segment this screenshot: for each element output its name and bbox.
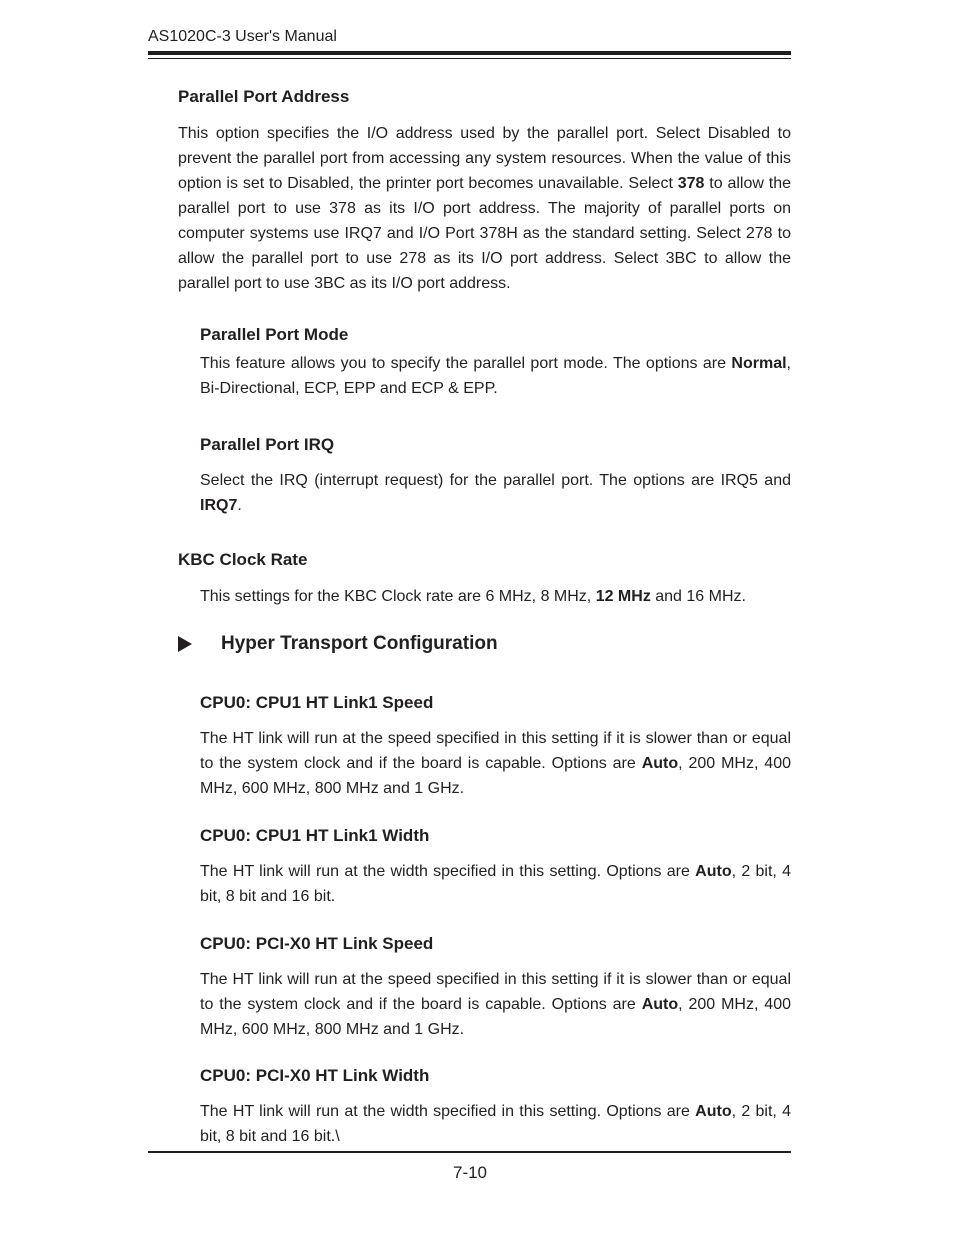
parallel-port-address-heading: Parallel Port Address [178,87,350,106]
hyper-transport-heading-label: Hyper Transport Configuration [221,633,498,654]
cpu0-pcix0-speed-heading: CPU0: PCI-X0 HT Link Speed [200,934,434,953]
cpu0-pcix0-width-section [200,1065,791,1149]
cpu0-pcix0-width-heading: CPU0: PCI-X0 HT Link Width [200,1066,430,1085]
cpu0-pcix0-speed-section [200,933,791,1042]
hyper-transport-section-heading-block [178,632,791,656]
parallel-port-mode-section [200,324,791,401]
cpu0-ht-link1-speed-section [200,692,791,801]
parallel-port-irq-text: Select the IRQ (interrupt request) for the parallel port. The options are IRQ5 and IRQ7. [200,472,791,514]
kbc-clock-rate-text-block [200,584,791,609]
kbc-clock-rate-heading: KBC Clock Rate [178,550,308,569]
cpu0-ht-link1-width-text: The HT link will run at the width specified in this setting. Options are Auto, 2 bit, 4 bit, 8 bit and 16 bit. [200,863,792,905]
triangle-right-icon [178,636,192,652]
cpu0-ht-link1-width-heading: CPU0: CPU1 HT Link1 Width [200,826,430,845]
hyper-transport-heading [178,632,791,656]
cpu0-ht-link1-speed-heading: CPU0: CPU1 HT Link1 Speed [200,693,434,712]
parallel-port-mode-heading: Parallel Port Mode [200,325,349,344]
kbc-clock-rate-heading-block [178,549,791,571]
cpu0-ht-link1-width-section [200,825,791,909]
cpu0-ht-link1-speed-text: The HT link will run at the speed specified in this setting if it is slower than or equal to the system clock and if the board is capable. Options are Auto, 200 MHz, 400 MHz, 600 MHz, 800 MHz and 1 GHz. [200,730,792,797]
parallel-port-irq-section [200,434,791,518]
parallel-port-address-section [178,86,791,296]
running-header: AS1020C-3 User's Manual [148,28,337,45]
parallel-port-address-text: This option specifies the I/O address used by the parallel port. Select Disabled to prevent the parallel port from accessing any system resources. When the value of this option is set to Disabled, the printer port becomes unavailable. Select 378 to allow the parallel port to use 378 as its I/O port address. The majority of parallel ports on computer systems use IRQ7 and I/O Port 378H as the standard setting. Select 278 to allow the parallel port to use 278 as its I/O port address. Select 3BC to allow the parallel port to use 3BC as its I/O port address. [178,125,792,292]
page-number: 7-10 [452,1163,488,1182]
kbc-clock-rate-text: This settings for the KBC Clock rate are 6 MHz, 8 MHz, 12 MHz and 16 MHz. [200,588,746,605]
parallel-port-irq-heading: Parallel Port IRQ [200,435,335,454]
parallel-port-mode-text: This feature allows you to specify the parallel port mode. The options are Normal, Bi-Directional, ECP, EPP and ECP & EPP. [200,355,791,397]
cpu0-pcix0-speed-text: The HT link will run at the speed specified in this setting if it is slower than or equal to the system clock and if the board is capable. Options are Auto, 200 MHz, 400 MHz, 600 MHz, 800 MHz and 1 GHz. [200,971,792,1038]
footer-rule [148,1151,791,1153]
header-rule [148,51,791,55]
header-rule-thin [148,58,791,59]
cpu0-pcix0-width-text: The HT link will run at the width specified in this setting. Options are Auto, 2 bit, 4 bit, 8 bit and 16 bit.\ [200,1103,792,1145]
